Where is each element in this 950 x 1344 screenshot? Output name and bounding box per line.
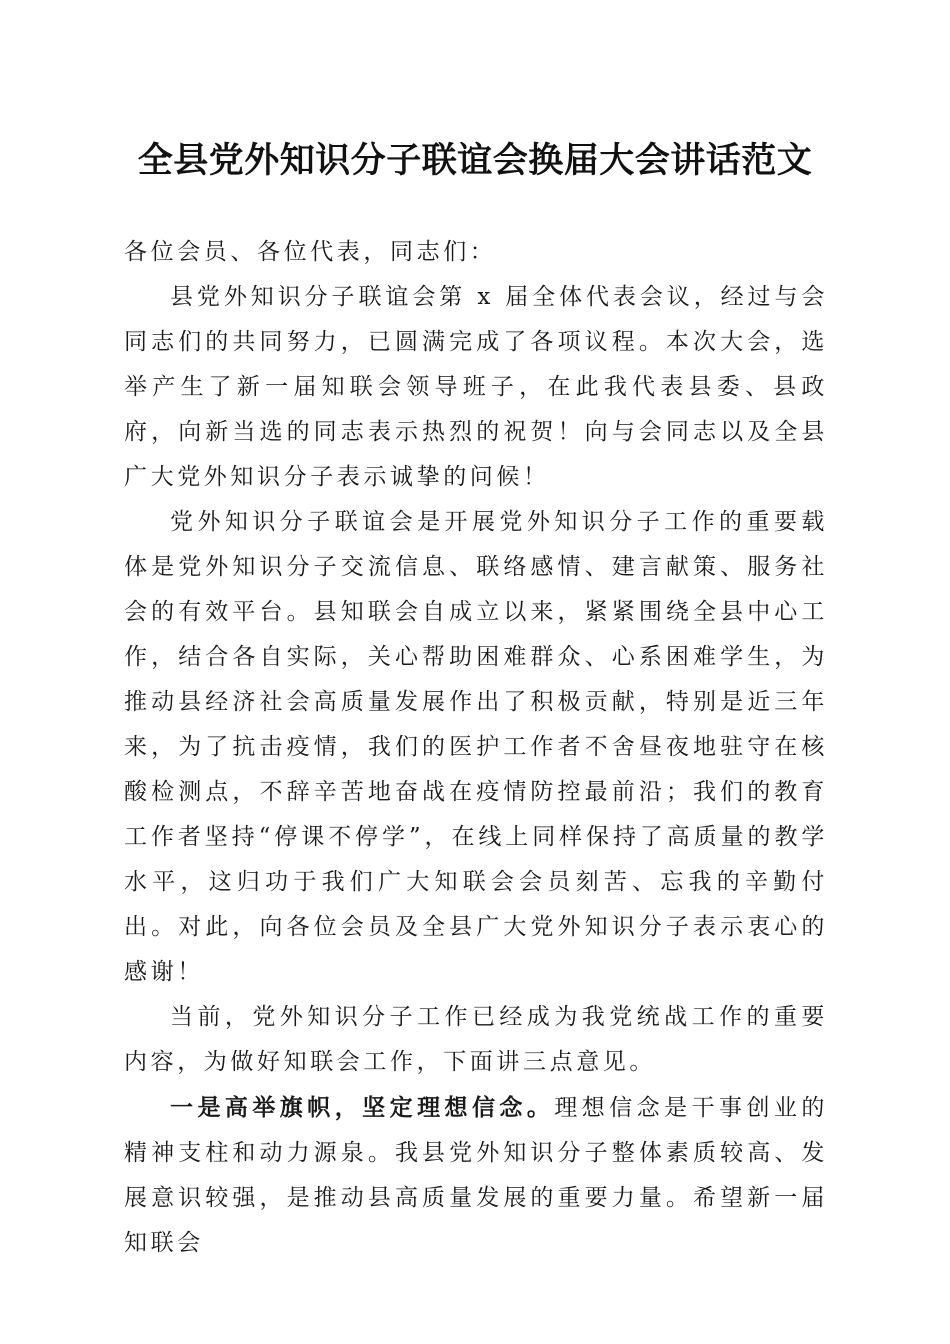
salutation: 各位会员、各位代表，同志们： xyxy=(124,239,497,265)
document-title: 全县党外知识分子联谊会换届大会讲话范文 xyxy=(137,140,813,181)
paragraph-three-points-intro: 当前，党外知识分子工作已经成为我党统战工作的重要内容，为做好知联会工作，下面讲三点意见。 xyxy=(124,1004,828,1075)
point-one-lead: 一是高举旗帜，坚定理想信念。 xyxy=(170,1094,555,1121)
paragraph-opening: 县党外知识分子联谊会第 x 届全体代表会议，经过与会同志们的共同努力，已圆满完成了各项议程。本次大会，选举产生了新一届知联会领导班子，在此我代表县委、县政府，向新当选的同志表示热烈的祝贺！向与会同志以及全县广大党外知识分子表示诚挚的问候！ xyxy=(124,284,828,490)
paragraph-role-of-association: 党外知识分子联谊会是开展党外知识分子工作的重要载体是党外知识分子交流信息、联络感情、建言献策、服务社会的有效平台。县知联会自成立以来，紧紧围绕全县中心工作，结合各自实际，关心帮助困难群众、心系困难学生，为推动县经济社会高质量发展作出了积极贡献，特别是近三年来，为了抗击疫情，我们的医护工作者不舍昼夜地驻守在核酸检测点，不辞辛苦地奋战在疫情防控最前沿；我们的教育工作者坚持“停课不停学”，在线上同样保持了高质量的教学水平，这归功于我们广大知联会会员刻苦、忘我的辛勤付出。对此，向各位会员及全县广大党外知识分子表示衷心的感谢！ xyxy=(124,509,828,985)
point-one-text: 理想信念是干事创业的精神支柱和动力源泉。我县党外知识分子整体素质较高、发展意识较强，是推动县高质量发展的重要力量。希望新一届知联会 xyxy=(124,1095,828,1256)
document-body xyxy=(124,230,828,1266)
paragraph-point-one xyxy=(124,1085,828,1266)
